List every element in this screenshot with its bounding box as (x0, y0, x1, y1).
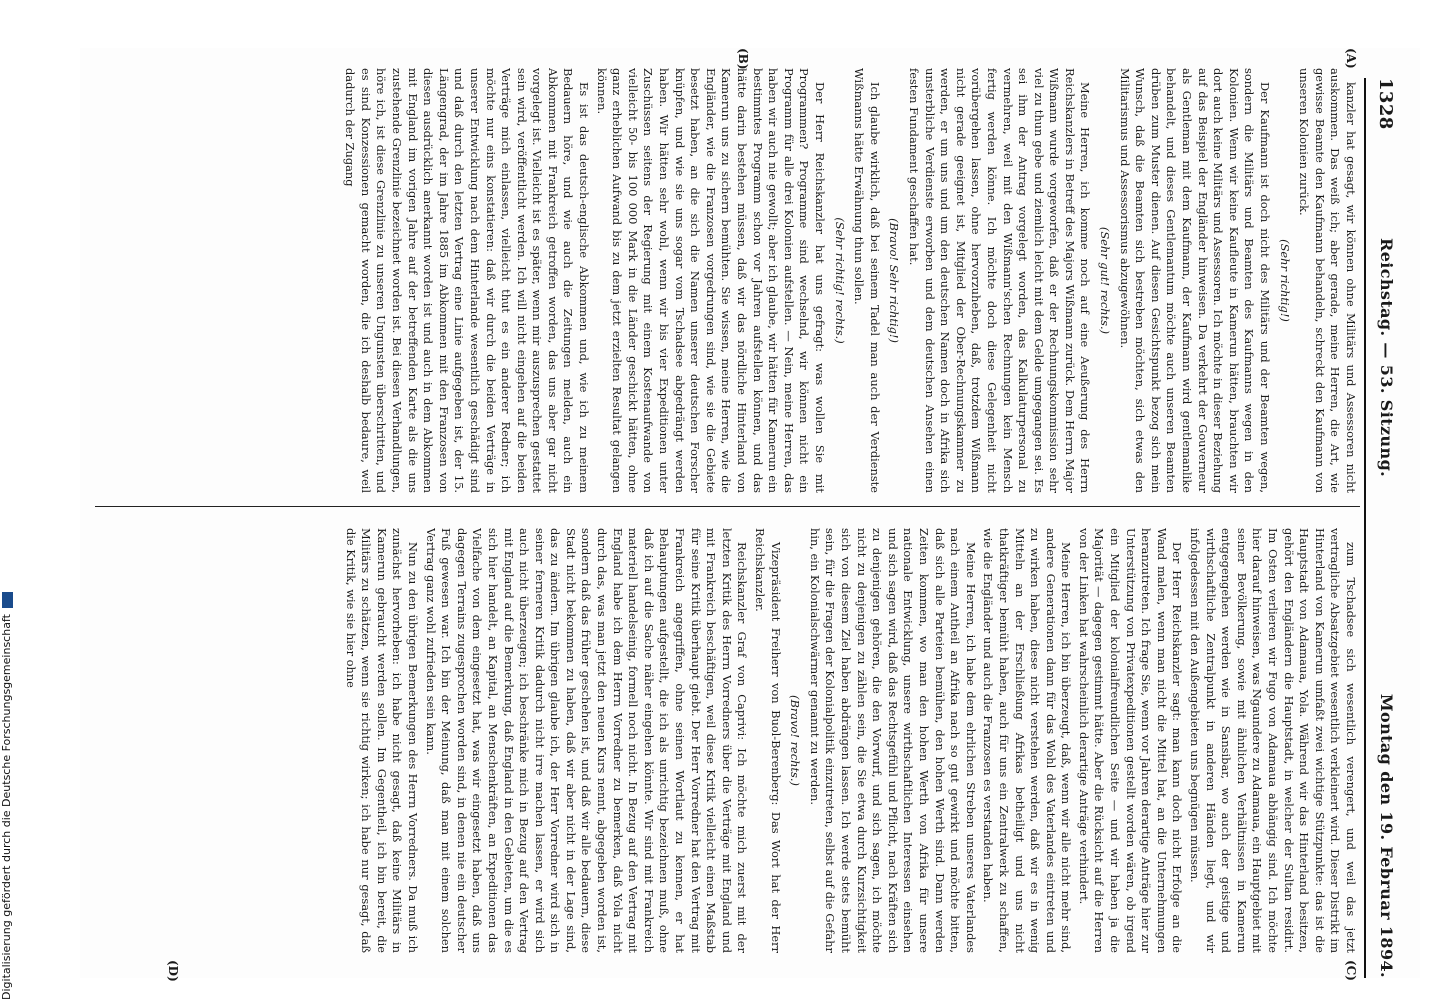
scanned-document-page (80, 48, 1420, 982)
margin-marker-c: (C) (1344, 960, 1358, 981)
dfg-logo-icon (2, 592, 13, 608)
column-divider (95, 506, 1360, 507)
paragraph: Vizepräsident Freiherr von Buol-Berenberg: Das Wort hat der Herr Reichskanzler. (753, 528, 783, 953)
right-text-column (98, 528, 1358, 953)
page-number: 1328 (1375, 78, 1396, 130)
page-header (1364, 78, 1410, 978)
left-text-column (98, 68, 1358, 493)
paragraph: Es ist das deutsch-englische Abkommen und, wie ich zu meinem Bedauern höre, und wie auch die Zeitungen melden, auch ein Abkommen mit Frankreich getroffen worden, das uns aber gar nicht vorgelegt ist. Vielleicht ist es später, wenn mir auszusprechen gestattet sein wird, veröffentlicht werden. Ich will nicht eingehen auf die beiden Verträge mich einlassen, vielleicht thut es ein anderer Redner; ich möchte nur eins konstatieren: daß wir durch die beiden Verträge in unserer Entwicklung nach dem Hinterlande wesentlich geschädigt sind und daß durch den letzten Vertrag eine Linie aufgegeben ist, der 15. Längengrad, der im Jahre 1885 im Abkommen mit den Franzosen von diesen ausdrücklich anerkannt worden ist und auch in dem Abkommen mit England im vorigen Jahre auf der betreffenden Karte als die uns zustehende Grenzlinie bezeichnet worden ist. Bei diesen Verhandlungen, höre ich, ist diese Grenzlinie zu unseren Ungunsten überschritten, und es sind Konzessionen gemacht worden, die ich deshalb bedaure, weil dadurch der Zugang (343, 68, 592, 493)
margin-marker-b: (B) (736, 48, 750, 70)
interjection: (Sehr gut! rechts.) (1098, 226, 1113, 335)
paragraph: Der Kaufmann ist doch nicht des Militärs und der Beamten wegen, sondern die Militärs und Beamten des Kaufmanns wegen in den Kolonien. Wenn wir keine Kaufleute in Kamerun hätten, brauchten wir dort auch keine Militärs und Assessoren. Ich möchte in dieser Beziehung auf das Beispiel der Engländer hinweisen. Da verkehrt der Gouverneur als Gentleman mit dem Kaufmann, der Kaufmann wird gentlemanlike behandelt, und dieses Gentlemantum möchte auch unseren Beamten drüben zum Muster dienen. Auf diesen Gesichtspunkt bezog sich mein Wunsch, daß die Beamten sich bestreben möchten, sich etwas den Militarismus und Assessorismus abzugewöhnen. (1117, 68, 1273, 493)
paragraph: Ich glaube wirklich, daß bei seinem Tadel man auch der Verdienste Wißmanns hätte Erwähnung thun sollen. (852, 68, 882, 493)
paragraph: zum Tschadsee sich wesentlich verengert, und weil das jetzt vertragliche Absatzgebiet wesentlich verkleinert wird. Dieser Distrikt im Hinterland von Kamerun umfaßt zwei wichtige Stützpunkte: das ist die Hauptstadt von Adamaua, Yola. Während wir das Hinterland besitzen, gehört den Engländern die Hauptstadt, in welcher der Sultan residirt. Im Osten verlieren wir Fugo von Adamaua abhängig sind. Ich möchte hier darauf hinweisen, was Ngaundere zu Adamaua, ein Hauptgebiet mit seiner Bevölkerung, sowie mit ähnlichen Verhältnissen in Kamerun entgegengehen werden wie in Sansibar, wo auch der geistige und wirthschaftliche Zentralpunkt in anderen Händen liegt, und wir infolgedessen mit den Außengebieten uns begnügen müssen. (1188, 528, 1358, 953)
paragraph: Der Herr Reichskanzler sagt: man kann doch nicht Erfolge an die Wand malen, wenn man nicht die Mittel hat, an die Unternehmungen heranzutreten. Ich frage Sie, wenn vor Jahren derartige Anträge hier zur Unterstützung von Privatexpeditionen gestellt worden wären, ob irgend ein Mitglied der kolonialfreundlichen Seite — und wir haben ja die Majorität — dagegen gestimmt hätte. Aber die Rücksicht auf die Herren von der Linken hat wahrscheinlich derartige Anträge verhindert. (1076, 528, 1185, 953)
session-title: Reichstag. — 53. Sitzung. (1377, 238, 1396, 478)
interjection: (Sehr richtig! rechts.) (832, 217, 847, 344)
paragraph: Meine Herren, ich komme noch auf eine Aeußerung des Herrn Reichskanzlers in Betreff des Majors Wißmann zurück. Dem Herrn Major Wißmann wurde vorgeworfen, daß er der Rechnungskommission sehr viel zu thun gebe und ziemlich leicht mit dem Gelde umgegangen sei. Es sei ihm der Antrag vorgelegt worden, das Kalkulaturpersonal zu vermehren, weil mit den Wißmann'schen Rechnungen kein Mensch fertig werden könne. Ich möchte doch diese Gelegenheit nicht vorübergehen lassen, ohne hervorzuheben, daß, trotzdem Wißmann nicht gerade geeignet ist, Mitglied der Ober-Rechnungskammer zu werden, er um uns und um den deutschen Namen doch in Afrika sich unsterbliche Verdienste erworben und dem deutschen Ansehen einen festen Fundament geschaffen hat. (906, 68, 1093, 493)
paragraph: Der Herr Reichskanzler hat uns gefragt: was wollen Sie mit Programmen? Programme sind wechselnd, wir können nicht ein Programm für alle drei Kolonien aufstellen. — Nein, meine Herren, das haben wir auch nie gewollt; aber ich glaube, wir hätten für Kamerun ein bestimmtes Programm schon vor Jahren aufstellen können, und das hätte darin bestehen müssen, daß wir das nördliche Hinterland von Kamerun uns zu sichern bemühten. Sie wissen, meine Herren, wie die Engländer, wie die Franzosen vorgedrungen sind, wie sie die Gebiete besetzt haben, an die sich die Namen unserer deutschen Forscher knüpfen, und wie sie uns sogar vom Tschadsee abgedrängt werden haben. Wir hätten sehr wohl, wenn wir bis vier Expeditionen unter Zuschüssen seitens der Regierung mit einem Kostenaufwande von vielleicht 50- bis 100 000 Mark in die Länder geschickt hätten, ohne ganz erheblichen Aufwand bis zu dem jetzt erzielten Resultat gelangen können. (594, 68, 827, 493)
funding-note (0, 0, 16, 1000)
session-date: Montag den 19. Februar 1894. (1377, 693, 1396, 978)
interjection: (Sehr richtig!) (1277, 239, 1292, 322)
paragraph: Reichskanzler Graf von Caprivi: Ich möchte mich zuerst mit der letzten Kritik des Herrn Vorredners über die Verträge mit England und mit Frankreich beschäftigen, weil diese Kritik vielleicht einen Maßstab für seine Kritik überhaupt giebt. Der Herr Vorredner hat den Vertrag mit Frankreich angegriffen, ohne seinen Wortlaut zu kennen, er hat Behauptungen aufgestellt, die ich als unrichtig bezeichnen muß, ohne daß ich auf die Sache näher eingehen könnte. Wir sind mit Frankreich materiell handelseinig, formell noch nicht. In Bezug auf den Vertrag mit England habe ich dem Herrn Vorredner zu bemerken, daß Yola nicht durch das, was man jetzt den neuen Kurs nennt, abgegeben worden ist, sondern daß das früher geschehen ist, und daß wir alle bedauern, diese Stadt nicht bekommen zu haben, daß wir aber nicht in der Lage sind, das zu ändern. Im übrigen glaube ich, der Herr Vorredner wird sich in seiner ferneren Kritik dadurch nicht irre machen lassen, er wird sich auch nicht überzeugen; ich beschränke mich in Bezug auf den Vertrag mit England auf die Bemerkung, daß England in den Gebieten, um die es sich hier handelt, an Kapital, an Menschenkräften, an Expeditionen das Vielfache von dem eingesetzt hat, was wir eingesetzt haben, daß uns dagegen Terrains zugesprochen worden sind, in denen nie ein deutscher Fuß gewesen war. Ich bin der Meinung, daß man mit einem solchen Vertrag ganz wohl zufrieden sein kann. (423, 528, 750, 953)
funding-note-text: Digitalisierung gefördert durch die Deutsche Forschungsgemeinschaft (0, 614, 13, 1000)
interjection: (Bravo! Sehr richtig!) (887, 218, 902, 343)
margin-marker-d: (D) (166, 960, 180, 982)
paragraph: Nun zu den übrigen Bemerkungen des Herrn Vorredners. Da muß ich zunächst hervorheben: ich habe nicht gesagt, daß keine Militärs in Kamerun gebraucht werden sollen. Im Gegentheil, ich bin bereit, die Militärs zu schätzen, wenn sie richtig wirken; ich habe nur gesagt, daß die Kritik, wie sie hier ohne (343, 528, 420, 953)
margin-marker-a: (A) (1344, 48, 1358, 69)
paragraph: Meine Herren, ich habe dem ehrlichen Streben unseres Vaterlandes nach einem Antheil an Afrika nach so gut gewirkt und möchte bitten, daß sich alle Parteien bemühen, den hohen Werth sind. Dann werden Zeiten kommen, wo man den hohen Werth von Afrika für unsere nationale Entwicklung, unsere wirthschaftlichen Interessen einsehen und sich sagen wird, daß das Rechtsgefühl und Pflicht, nach Kräften sich zu denjenigen gehören, die den Vorwurf, und sich sagen, ich möchte nicht zu denjenigen zu zählen sein, die Sie etwa durch Kurzsichtigkeit sich von diesem Ziel haben abdrängen lassen. Ich werde stets bemüht sein, für die Fragen der Kolonialpolitik einzutreten, selbst auf die Gefahr hin, ein Kolonialschwärmer genannt zu werden. (807, 528, 978, 953)
paragraph: Meine Herren, ich bin überzeugt, daß, wenn wir alle nicht mehr sind, andere Generationen dann für das Wohl des Vaterlandes eintreten und zu wirken haben, diese nicht verstehen werden, daß wir es in wenig Mitteln an der Erschließung Afrikas betheiligt und uns nicht thatkräftiger bemüht haben, auch für uns ein Zentralwerk zu schaffen, wie die Engländer und auch die Franzosen es verstanden haben. (981, 528, 1074, 953)
interjection: (Bravo! rechts.) (788, 695, 803, 786)
paragraph: kanzler hat gesagt, wir können ohne Militärs und Assessoren nicht auskommen. Das weiß ich; aber gerade, meine Herren, die Art, wie gewisse Beamte den Kaufmann behandeln, schreckt den Kaufmann von unseren Kolonien zurück. (1297, 68, 1358, 493)
